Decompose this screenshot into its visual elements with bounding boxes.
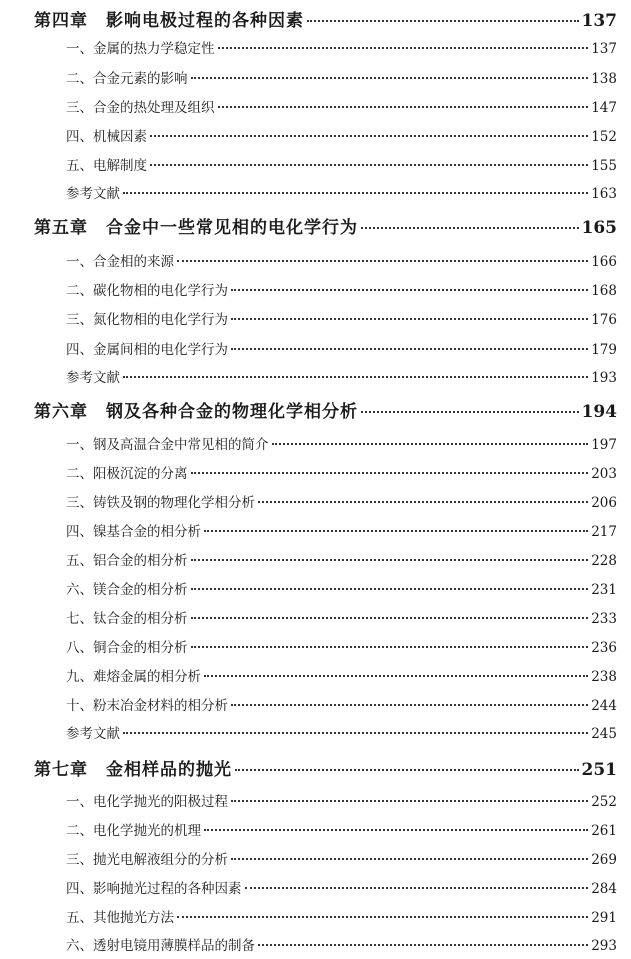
dot-leader: [231, 289, 588, 291]
entry-title: 二、阳极沉淀的分离: [66, 466, 188, 482]
page-number: 236: [591, 640, 617, 656]
page-number: 155: [591, 158, 617, 174]
chapter-entry: [34, 397, 617, 422]
dot-leader: [231, 858, 588, 860]
page-number: 147: [591, 100, 617, 116]
dot-leader: [191, 472, 589, 474]
entry-title: 十、粉末冶金材料的相分析: [66, 698, 228, 714]
page-number: 217: [591, 524, 617, 540]
dot-leader: [258, 944, 588, 946]
page-number: 206: [591, 495, 617, 511]
page-number: 245: [591, 726, 617, 742]
section-entry: [66, 819, 617, 839]
dot-leader: [231, 318, 588, 320]
dot-leader: [123, 192, 588, 194]
dot-leader: [191, 588, 589, 590]
page-number: 244: [591, 698, 617, 714]
entry-title: 二、碳化物相的电化学行为: [66, 283, 228, 299]
section-entry: [66, 154, 617, 174]
entry-title: 五、电解制度: [66, 158, 147, 174]
dot-leader: [307, 20, 579, 22]
references-entry: [66, 182, 617, 202]
section-entry: [66, 848, 617, 868]
entry-title: 第六章 钢及各种合金的物理化学相分析: [34, 402, 358, 422]
section-entry: [66, 636, 617, 656]
entry-title: 三、铸铁及钢的物理化学相分析: [66, 495, 255, 511]
dot-leader: [191, 559, 589, 561]
entry-title: 四、镍基合金的相分析: [66, 524, 201, 540]
section-entry: [66, 549, 617, 569]
references-entry: [66, 366, 617, 386]
section-entry: [66, 665, 617, 685]
entry-title: 一、钢及高温合金中常见相的简介: [66, 437, 269, 453]
dot-leader: [231, 704, 588, 706]
entry-title: 七、钛合金的相分析: [66, 611, 188, 627]
dot-leader: [191, 617, 589, 619]
dot-leader: [123, 732, 588, 734]
page-number: 203: [591, 466, 617, 482]
chapter-entry: [34, 213, 617, 238]
page-number: 284: [591, 881, 617, 897]
dot-leader: [204, 675, 588, 677]
page-number: 137: [591, 41, 617, 57]
dot-leader: [235, 769, 579, 771]
dot-leader: [150, 164, 588, 166]
entry-title: 参考文献: [66, 186, 120, 202]
entry-title: 一、金属的热力学稳定性: [66, 41, 215, 57]
dot-leader: [258, 501, 588, 503]
entry-title: 三、抛光电解液组分的分析: [66, 852, 228, 868]
entry-title: 四、机械因素: [66, 129, 147, 145]
section-entry: [66, 520, 617, 540]
entry-title: 二、合金元素的影响: [66, 71, 188, 87]
entry-title: 三、合金的热处理及组织: [66, 100, 215, 116]
entry-title: 四、金属间相的电化学行为: [66, 342, 228, 358]
page-number: 269: [591, 852, 617, 868]
section-entry: [66, 67, 617, 87]
dot-leader: [218, 106, 589, 108]
dot-leader: [204, 829, 588, 831]
dot-leader: [361, 411, 579, 413]
page-number: 261: [591, 823, 617, 839]
page-number: 163: [591, 186, 617, 202]
entry-title: 八、铜合金的相分析: [66, 640, 188, 656]
section-entry: [66, 462, 617, 482]
references-entry: [66, 722, 617, 742]
entry-title: 二、电化学抛光的机理: [66, 823, 201, 839]
section-entry: [66, 578, 617, 598]
dot-leader: [191, 646, 589, 648]
dot-leader: [218, 47, 589, 49]
dot-leader: [150, 135, 588, 137]
entry-title: 五、其他抛光方法: [66, 910, 174, 926]
section-entry: [66, 790, 617, 810]
entry-title: 一、合金相的来源: [66, 254, 174, 270]
page-number: 193: [591, 370, 617, 386]
section-entry: [66, 906, 617, 926]
page-number: 168: [591, 283, 617, 299]
entry-title: 三、氮化物相的电化学行为: [66, 312, 228, 328]
page-number: 252: [591, 794, 617, 810]
page-number: 194: [581, 402, 617, 422]
section-entry: [66, 433, 617, 453]
chapter-entry: [34, 755, 617, 780]
page-number: 293: [591, 938, 617, 954]
entry-title: 参考文献: [66, 370, 120, 386]
dot-leader: [177, 260, 588, 262]
entry-title: 参考文献: [66, 726, 120, 742]
dot-leader: [231, 800, 588, 802]
page-number: 137: [581, 11, 617, 31]
dot-leader: [272, 443, 589, 445]
page-number: 238: [591, 669, 617, 685]
section-entry: [66, 96, 617, 116]
dot-leader: [245, 887, 589, 889]
page-number: 138: [591, 71, 617, 87]
entry-title: 四、影响抛光过程的各种因素: [66, 881, 242, 897]
page-number: 152: [591, 129, 617, 145]
dot-leader: [177, 916, 588, 918]
dot-leader: [361, 227, 579, 229]
section-entry: [66, 338, 617, 358]
section-entry: [66, 250, 617, 270]
entry-title: 九、难熔金属的相分析: [66, 669, 201, 685]
page-number: 233: [591, 611, 617, 627]
section-entry: [66, 877, 617, 897]
section-entry: [66, 694, 617, 714]
dot-leader: [123, 376, 588, 378]
entry-title: 第四章 影响电极过程的各种因素: [34, 11, 304, 31]
entry-title: 五、铝合金的相分析: [66, 553, 188, 569]
entry-title: 第七章 金相样品的抛光: [34, 760, 232, 780]
page-number: 179: [591, 342, 617, 358]
page-number: 176: [591, 312, 617, 328]
section-entry: [66, 491, 617, 511]
dot-leader: [231, 348, 588, 350]
section-entry: [66, 279, 617, 299]
page-number: 197: [591, 437, 617, 453]
section-entry: [66, 37, 617, 57]
section-entry: [66, 934, 617, 954]
entry-title: 一、电化学抛光的阳极过程: [66, 794, 228, 810]
entry-title: 六、透射电镜用薄膜样品的制备: [66, 938, 255, 954]
entry-title: 六、镁合金的相分析: [66, 582, 188, 598]
page-number: 251: [581, 760, 617, 780]
section-entry: [66, 125, 617, 145]
dot-leader: [191, 77, 589, 79]
page-number: 165: [581, 218, 617, 238]
page-number: 291: [591, 910, 617, 926]
section-entry: [66, 607, 617, 627]
page-number: 166: [591, 254, 617, 270]
page-number: 228: [591, 553, 617, 569]
chapter-entry: [34, 6, 617, 31]
dot-leader: [204, 530, 588, 532]
page-number: 231: [591, 582, 617, 598]
entry-title: 第五章 合金中一些常见相的电化学行为: [34, 218, 358, 238]
section-entry: [66, 308, 617, 328]
